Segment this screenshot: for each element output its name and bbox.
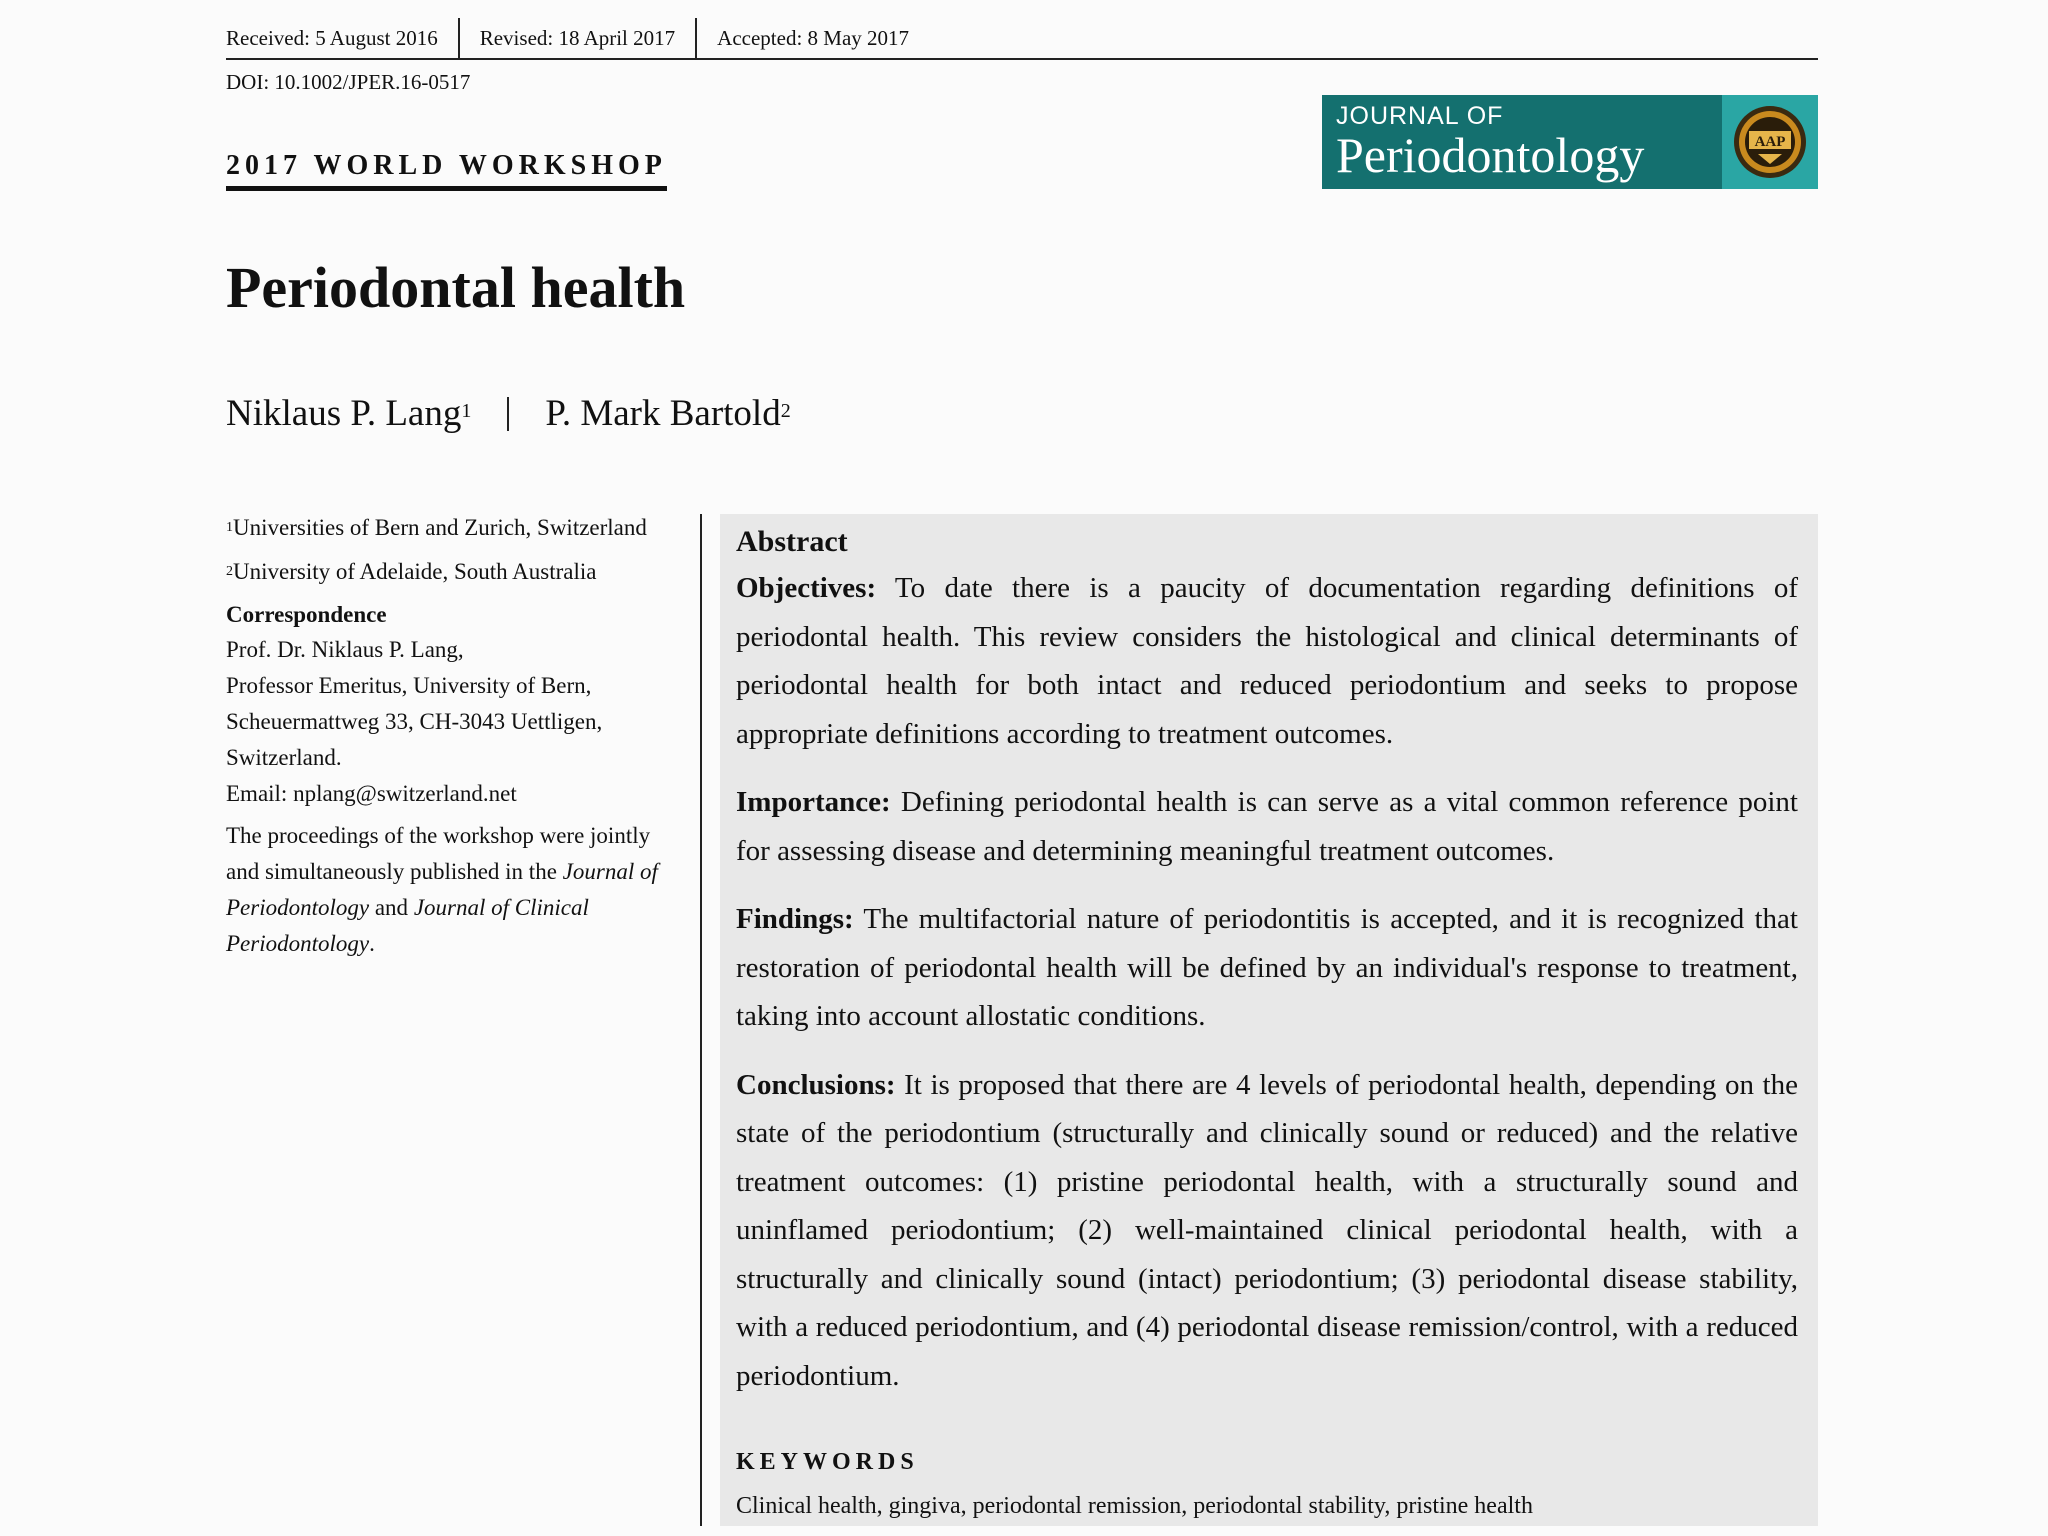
correspondence-line: Scheuermattweg 33, CH-3043 Uettligen,: [226, 709, 603, 734]
keywords-heading: KEYWORDS: [736, 1449, 919, 1475]
accepted-date: Accepted: 8 May 2017: [717, 25, 910, 50]
author-separator: [507, 397, 509, 431]
abstract-findings: Findings: The multifactorial nature of periodontitis is accepted, and it is recognized that restoration of periodontal health will be defined by an individual's response to treatment, taking into account allostatic conditions.: [736, 903, 1798, 1032]
correspondence-heading: Correspondence: [226, 602, 387, 627]
article-title: Periodontal health: [226, 255, 686, 320]
aap-seal-icon: [1732, 104, 1808, 180]
journal-logo: [1322, 95, 1818, 189]
author-name[interactable]: Niklaus P. Lang: [226, 393, 462, 434]
correspondence-email[interactable]: Email: nplang@switzerland.net: [226, 781, 517, 806]
correspondence: [226, 598, 676, 812]
section-label: 2017 WORLD WORKSHOP: [226, 150, 667, 191]
svg-text:AAP: AAP: [1754, 134, 1786, 150]
history-dates: [226, 18, 1818, 60]
proceedings-note: The proceedings of the workshop were jointly and simultaneously published in the Journal of Periodontology and Journal of Clinical Periodontology.: [226, 823, 658, 956]
revised-date: Revised: 18 April 2017: [460, 18, 697, 58]
abstract-importance: Importance: Defining periodontal health is can serve as a vital common reference point for assessing disease and determining meaningful treatment outcomes.: [736, 786, 1798, 867]
doi: DOI: 10.1002/JPER.16-0517: [226, 70, 471, 94]
author-sup: 1: [461, 400, 472, 422]
received-date: Received: 5 August 2016: [226, 18, 460, 58]
logo-line2: Periodontology: [1336, 127, 1645, 183]
abstract-conclusions: Conclusions: It is proposed that there are 4 levels of periodontal health, depending on the state of the periodontium (structurally and clinically sound or reduced) and the relative treatment outcomes: (1) pristine periodontal health, with a structurally sound and uninflamed periodontium; (2) well-maintained clinical periodontal health, with a structurally and clinically sound (intact) periodontium; (3) periodontal disease stability, with a reduced periodontium, and (4) periodontal disease remission/control, with a reduced periodontium.: [736, 1068, 1798, 1392]
abstract-heading: Abstract: [736, 525, 848, 558]
author-sup: 2: [780, 400, 791, 422]
column-divider: [700, 514, 702, 1526]
affiliation-2: $^2$University of Adelaide, South Australia: [226, 559, 597, 584]
abstract-objectives: Objectives: To date there is a paucity of documentation regarding definitions of periodontal health. This review considers the histological and clinical determinants of periodontal health for both intact and reduced periodontium and seeks to propose appropriate definitions according to treatment outcomes.: [736, 572, 1798, 750]
keywords-list: Clinical health, gingiva, periodontal remission, periodontal stability, pristine health: [736, 1493, 1533, 1519]
affiliation-1: $^1$Universities of Bern and Zurich, Switzerland: [226, 515, 647, 540]
author-list: [226, 392, 791, 435]
correspondence-line: Switzerland.: [226, 745, 342, 770]
correspondence-name: Prof. Dr. Niklaus P. Lang,: [226, 637, 464, 662]
affiliation-column: [226, 510, 676, 970]
author-name[interactable]: P. Mark Bartold: [545, 393, 781, 434]
correspondence-line: Professor Emeritus, University of Bern,: [226, 673, 592, 698]
logo-line1: JOURNAL OF: [1336, 102, 1504, 130]
abstract-box: [720, 514, 1818, 1526]
